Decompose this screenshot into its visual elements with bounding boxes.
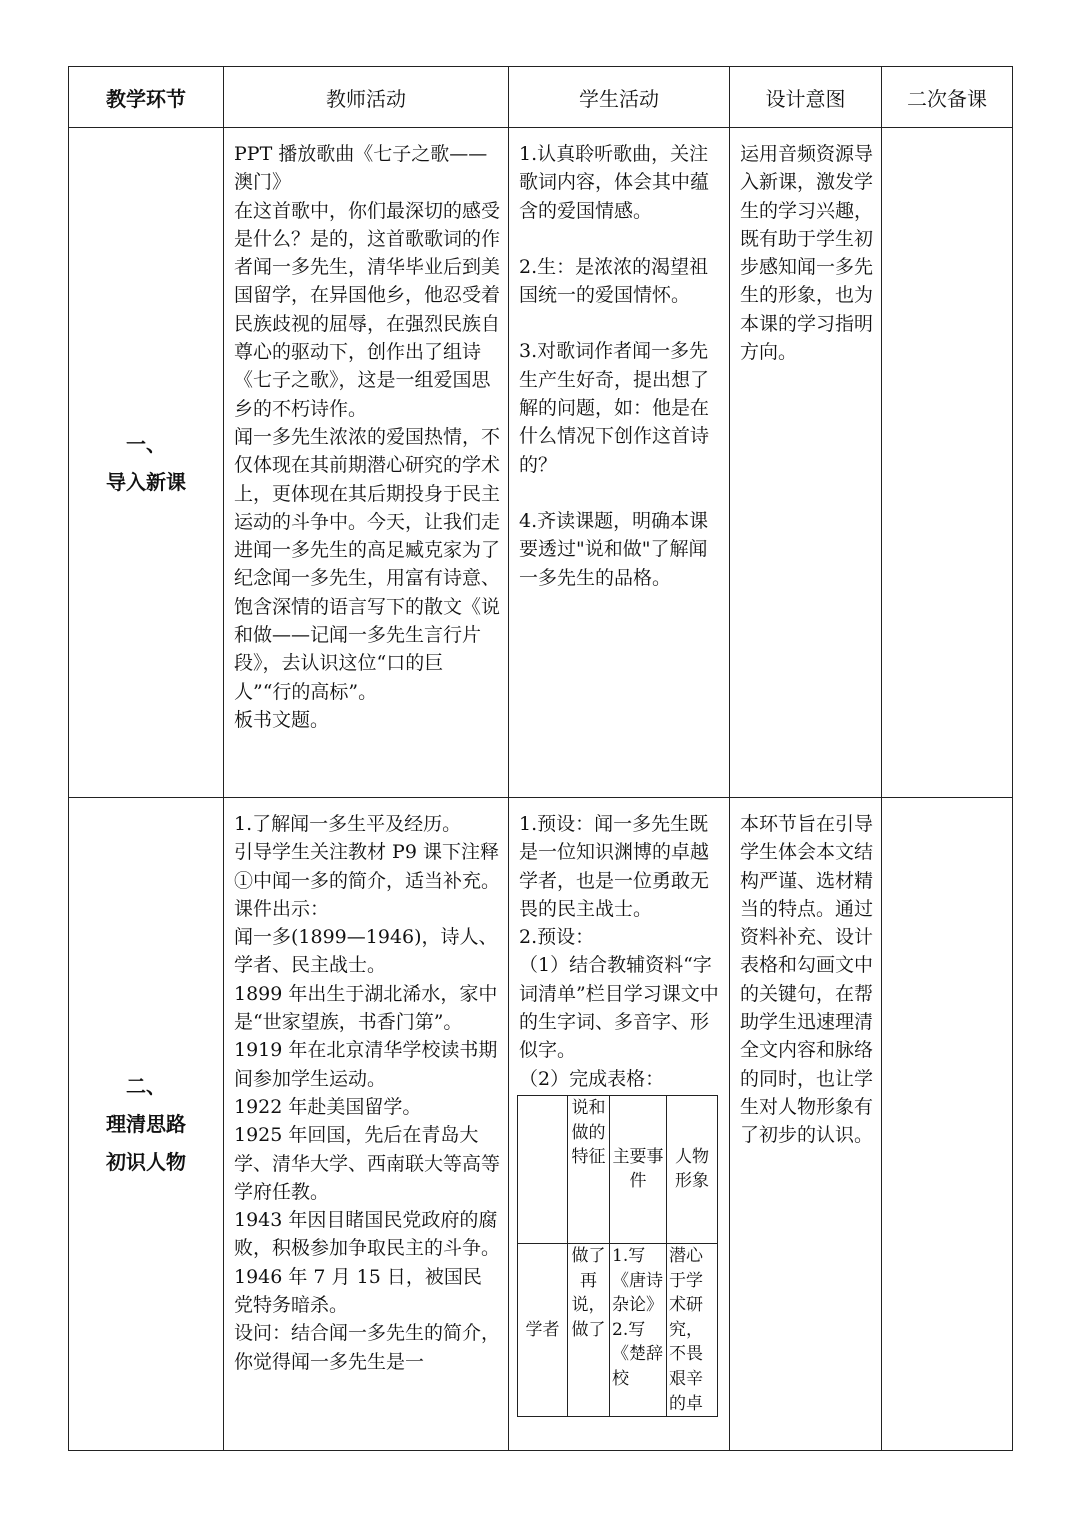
stage-cell bbox=[69, 798, 224, 1451]
secondary-prep-cell bbox=[882, 128, 1013, 798]
design-intent-text: 本环节旨在引导学生体会本文结构严谨、选材精当的特点。通过资料补充、设计表格和勾画文中的关键句，在帮助学生迅速理清全文内容和脉络的同时，也让学生对人物形象有了初步的认识。 bbox=[740, 813, 874, 1147]
design-intent-cell bbox=[730, 128, 882, 798]
inner-header-image: 人物形象 bbox=[667, 1095, 718, 1243]
teacher-paragraph: 引导学生关注教材 P9 课下注释①中闻一多的简介，适当补充。 bbox=[234, 841, 501, 892]
header-teacher: 教师活动 bbox=[224, 67, 509, 128]
teacher-paragraph: 1943 年因目睹国民党政府的腐败，积极参加争取民主的斗争。 bbox=[234, 1209, 501, 1260]
teacher-paragraph: 1919 年在北京清华学校读书期间参加学生运动。 bbox=[234, 1039, 498, 1090]
header-secondary: 二次备课 bbox=[882, 67, 1013, 128]
student-activity-cell bbox=[509, 798, 730, 1451]
student-paragraph: 4.齐读课题，明确本课要透过"说和做"了解闻一多先生的品格。 bbox=[519, 509, 709, 589]
design-intent-cell bbox=[730, 798, 882, 1451]
inner-row-label: 学者 bbox=[518, 1243, 568, 1416]
teacher-activity-cell bbox=[224, 128, 509, 798]
student-paragraph: 1.预设：闻一多先生既是一位知识渊博的卓越学者，也是一位勇敢无畏的民主战士。 bbox=[519, 813, 710, 920]
teacher-activity-cell bbox=[224, 798, 509, 1451]
table-row bbox=[69, 128, 1013, 798]
header-intent: 设计意图 bbox=[730, 67, 882, 128]
design-intent-text: 运用音频资源导入新课，激发学生的学习兴趣，既有助于学生初步感知闻一多先生的形象，也为本课的学习指明方向。 bbox=[740, 143, 874, 364]
student-paragraph: 3.对歌词作者闻一多先生产生好奇，提出想了解的问题，如：他是在什么情况下创作这首诗的？ bbox=[519, 340, 710, 476]
inner-row-events: 1.写《唐诗杂论》 2.写《楚辞校 bbox=[610, 1243, 667, 1416]
header-student: 学生活动 bbox=[509, 67, 730, 128]
student-paragraph: 2.预设： bbox=[519, 926, 595, 949]
stage-title: 理清思路 bbox=[106, 1112, 186, 1136]
teacher-paragraph: PPT 播放歌曲《七子之歌——澳门》 bbox=[234, 143, 488, 194]
inner-row-scholar bbox=[518, 1243, 718, 1416]
teacher-paragraph: 课件出示： bbox=[234, 897, 330, 920]
teacher-paragraph: 1922 年赴美国留学。 bbox=[234, 1095, 422, 1118]
stage-title: 导入新课 bbox=[106, 469, 186, 494]
student-paragraph: （2）完成表格： bbox=[519, 1067, 665, 1090]
teacher-paragraph: 1946 年 7 月 15 日，被国民党特务暗杀。 bbox=[234, 1265, 482, 1317]
table-row bbox=[69, 798, 1013, 1451]
student-activity-cell bbox=[509, 128, 730, 798]
teacher-paragraph: 闻一多(1899—1946)，诗人、学者、民主战士。 bbox=[234, 926, 498, 977]
student-paragraph: 1.认真聆听歌曲，关注歌词内容，体会其中蕴含的爱国情感。 bbox=[519, 143, 710, 222]
lesson-plan-table-frame bbox=[68, 66, 1012, 1452]
inner-row-feature: 做了再说，做了 bbox=[568, 1243, 610, 1416]
teacher-paragraph: 设问：结合闻一多先生的简介，你觉得闻一多先生是一 bbox=[234, 1322, 501, 1373]
stage-subtitle: 初识人物 bbox=[106, 1150, 186, 1174]
student-paragraph: （1）结合教辅资料“字词清单”栏目学习课文中的生字词、多音字、形似字。 bbox=[519, 954, 719, 1062]
inner-row-image: 潜心于学术研究，不畏艰辛的卓 bbox=[667, 1243, 718, 1416]
secondary-prep-cell bbox=[882, 798, 1013, 1451]
stage-number: 一、 bbox=[126, 431, 166, 456]
teacher-paragraph: 1925 年回国，先后在青岛大学、清华大学、西南联大等高等学府任教。 bbox=[234, 1124, 501, 1203]
student-paragraph: 2.生：是浓浓的渴望祖国统一的爱国情怀。 bbox=[519, 255, 709, 307]
inner-header-row bbox=[518, 1095, 718, 1243]
stage-cell bbox=[69, 128, 224, 798]
header-stage: 教学环节 bbox=[69, 67, 224, 128]
inner-header-events: 主要事件 bbox=[610, 1095, 667, 1243]
inner-header-empty bbox=[518, 1095, 568, 1243]
teacher-paragraph: 1899 年出生于湖北浠水，家中是“世家望族，书香门第”。 bbox=[234, 982, 498, 1034]
lesson-plan-table bbox=[68, 66, 1013, 1451]
teacher-paragraph: 板书文题。 bbox=[234, 708, 330, 731]
inner-header-feature: 说和做的特征 bbox=[568, 1095, 610, 1243]
teacher-paragraph: 1.了解闻一多生平及经历。 bbox=[234, 813, 462, 835]
teacher-paragraph: 闻一多先生浓浓的爱国热情，不仅体现在其前期潜心研究的学术上，更体现在其后期投身于民主运动的斗争中。今天，让我们走进闻一多先生的高足臧克家为了纪念闻一多先生，用富有诗意、饱含深情的语言写下的散文《说和做——记闻一多先生言行片段》，去认识这位“口的巨人”“行的高标”。 bbox=[234, 425, 501, 703]
header-row bbox=[69, 67, 1013, 128]
character-analysis-table bbox=[517, 1095, 718, 1417]
stage-number: 二、 bbox=[126, 1074, 166, 1098]
teacher-paragraph: 在这首歌中，你们最深切的感受是什么？是的，这首歌歌词的作者闻一多先生，清华毕业后到美国留学，在异国他乡，他忍受着民族歧视的屈辱，在强烈民族自尊心的驱动下，创作出了组诗《七子之歌》，这是一组爱国思乡的不朽诗作。 bbox=[234, 199, 501, 420]
